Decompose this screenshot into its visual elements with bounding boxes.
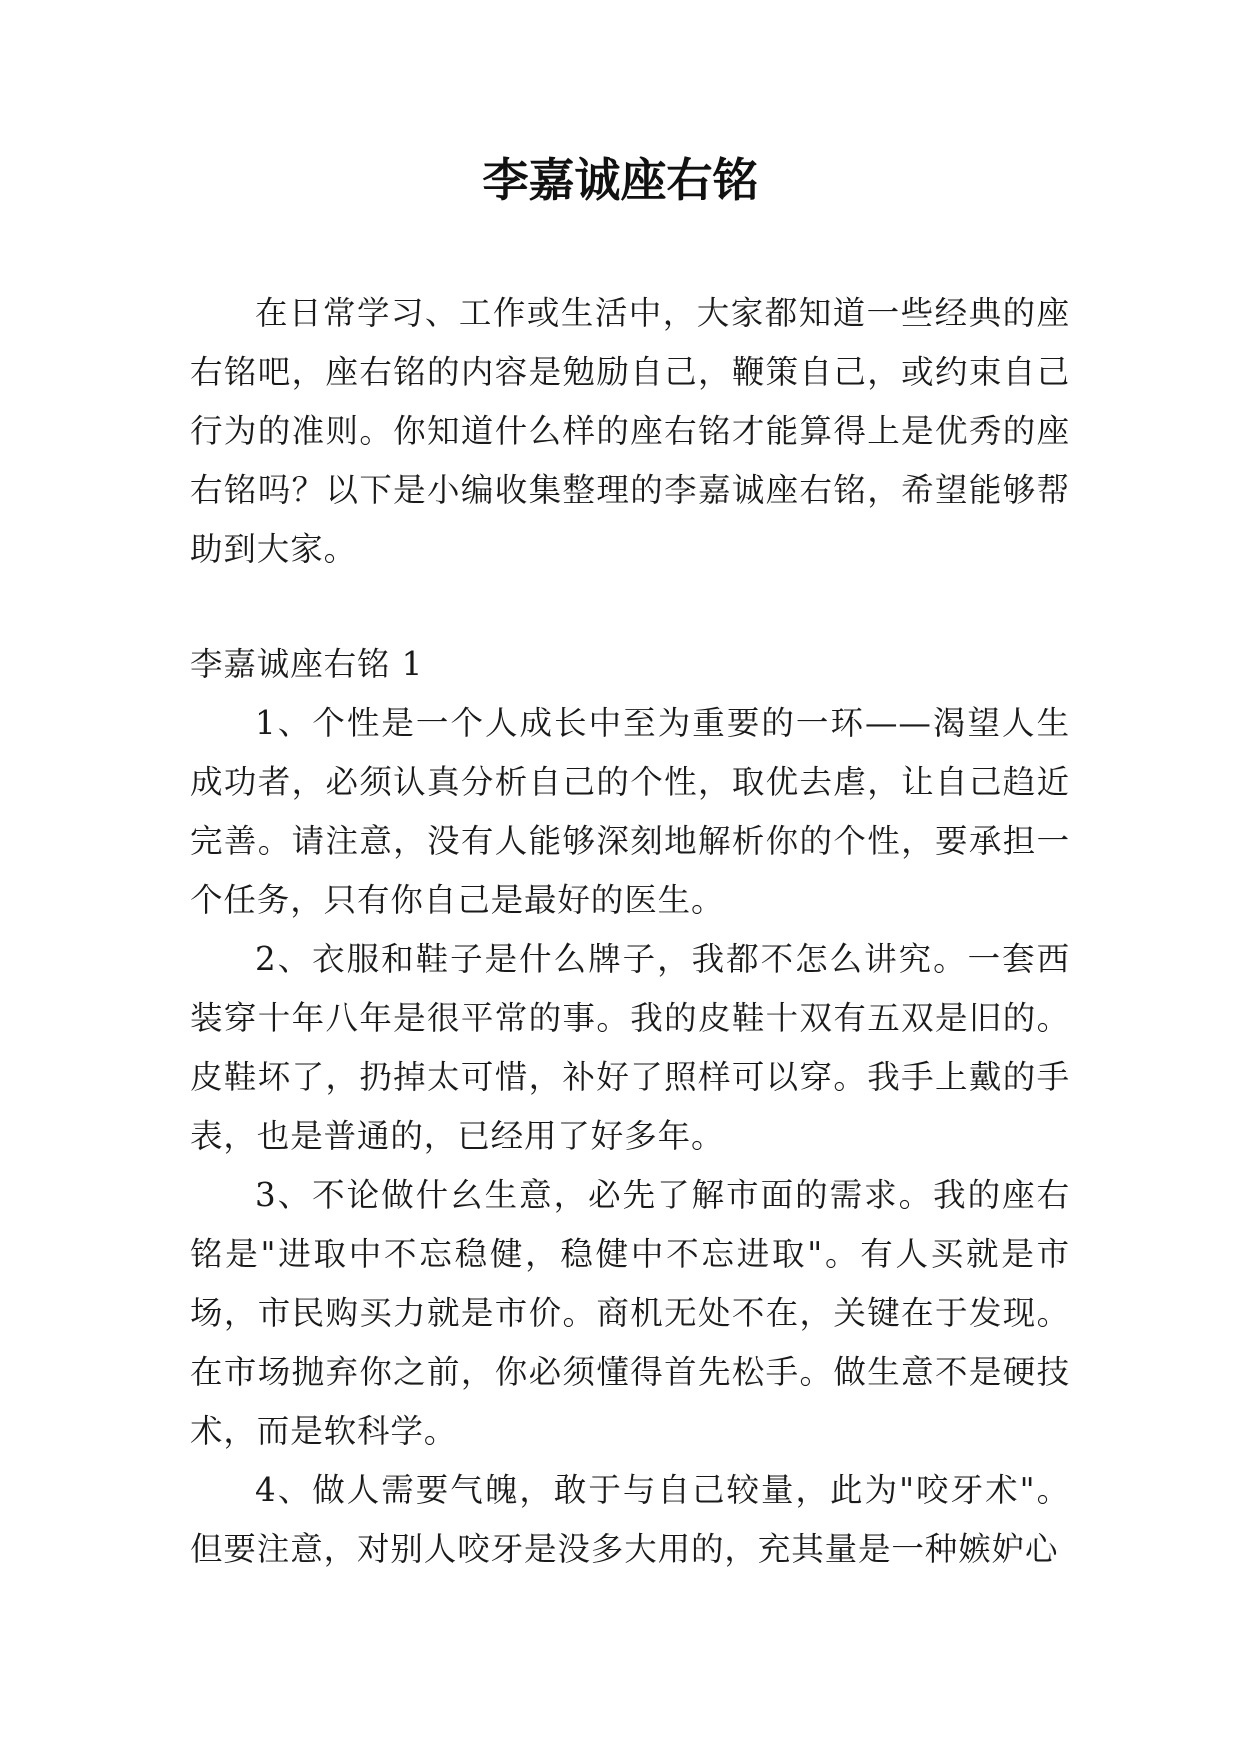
section-heading: 李嘉诚座右铭 1 [190, 645, 424, 683]
motto-item-4: 4、做人需要气魄，敢于与自己较量，此为"咬牙术"。但要注意，对别人咬牙是没多大用的，充其量是一种嫉妒心 [190, 1471, 1070, 1568]
motto-item-1: 1、个性是一个人成长中至为重要的一环——渴望人生成功者，必须认真分析自己的个性，取优去虐，让自己趋近完善。请注意，没有人能够深刻地解析你的个性，要承担一个任务，只有你自己是最好的医生。 [190, 704, 1070, 919]
motto-item-3: 3、不论做什幺生意，必先了解市面的需求。我的座右铭是"进取中不忘稳健，稳健中不忘进取"。有人买就是市场，市民购买力就是市价。商机无处不在，关键在于发现。在市场抛弃你之前，你必须懂得首先松手。做生意不是硬技术，而是软科学。 [190, 1176, 1070, 1450]
intro-paragraph: 在日常学习、工作或生活中，大家都知道一些经典的座右铭吧，座右铭的内容是勉励自己，鞭策自己，或约束自己行为的准则。你知道什么样的座右铭才能算得上是优秀的座右铭吗？以下是小编收集整理的李嘉诚座右铭，希望能够帮助到大家。 [190, 294, 1070, 568]
document-title: 李嘉诚座右铭 [482, 153, 759, 207]
motto-item-2: 2、衣服和鞋子是什么牌子，我都不怎么讲究。一套西装穿十年八年是很平常的事。我的皮鞋十双有五双是旧的。皮鞋坏了，扔掉太可惜，补好了照样可以穿。我手上戴的手表，也是普通的，已经用了好多年。 [190, 940, 1070, 1155]
document-body [190, 284, 1070, 1579]
